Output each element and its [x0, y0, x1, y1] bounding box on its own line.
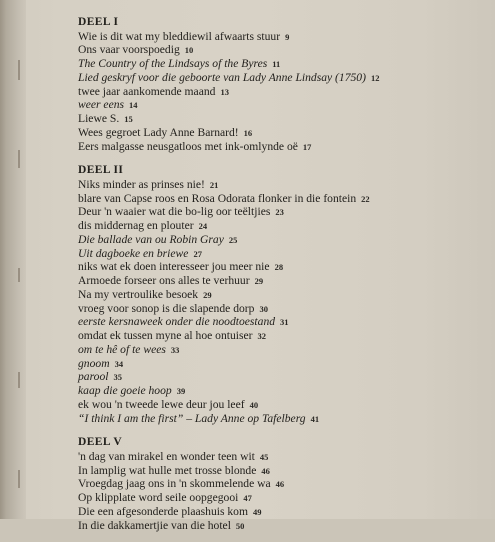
entry-page-number: 25 [228, 234, 238, 245]
entry-title: In die dakkamertjie van die hotel [78, 518, 231, 532]
entry-page-number: 30 [259, 303, 268, 314]
toc-section [78, 435, 488, 532]
entry-title: Na my vertroulike besoek [78, 287, 199, 301]
entry-title: vroeg voor sonop is die slapende dorp [78, 301, 255, 315]
toc-section [78, 15, 488, 153]
entry-title: Ons vaar voorspoedig [78, 43, 180, 57]
entry-title: dis middernag en plouter [78, 219, 194, 232]
entry-title: weer eens [78, 98, 125, 112]
entry-page-number: 9 [285, 31, 290, 42]
binding-stitch [18, 268, 20, 282]
toc-section [78, 163, 488, 425]
entry-page-number: 11 [272, 59, 281, 69]
entry-title: Wie is dit wat my bleddiewil afwaarts stuur [78, 29, 281, 43]
entry-page-number: 40 [249, 399, 259, 410]
toc-entry [78, 370, 488, 384]
toc-entry [78, 98, 488, 112]
entry-page-number: 24 [198, 221, 208, 231]
entry-page-number: 49 [252, 506, 262, 517]
entry-title: parool [78, 370, 109, 384]
entry-title: The Country of the Lindsays of the Byres [78, 57, 268, 70]
entry-page-number: 21 [209, 179, 219, 190]
entry-page-number: 22 [361, 193, 370, 204]
entry-title: om te hê of te wees [78, 342, 166, 356]
entry-title: eerste kersnaweek onder die noodtoestand [78, 315, 276, 329]
toc-entry [78, 233, 488, 247]
toc-entry [78, 315, 488, 329]
toc-entry [78, 192, 488, 206]
toc-entry [78, 247, 488, 261]
entry-title: Uit dagboeke en briewe [78, 246, 189, 260]
entry-title: “I think I am the first” – Lady Anne op Tafelberg [78, 411, 306, 425]
entry-page-number: 32 [257, 331, 267, 341]
entry-title: In lamplig wat hulle met trosse blonde [78, 463, 257, 477]
entry-title: gnoom [78, 356, 110, 370]
entry-page-number: 27 [193, 248, 202, 259]
entry-page-number: 14 [129, 100, 138, 111]
toc-entry [78, 491, 488, 505]
entry-page-number: 31 [280, 317, 289, 328]
entry-title: Niks minder as prinses nie! [78, 177, 205, 191]
entry-page-number: 50 [235, 520, 245, 531]
entry-page-number: 29 [203, 289, 212, 300]
toc-entry [78, 43, 488, 57]
binding-stitch [18, 372, 20, 388]
toc-entry [78, 126, 488, 140]
toc-entry [78, 140, 488, 154]
toc-entry [78, 205, 488, 219]
entry-page-number: 45 [259, 451, 269, 462]
book-gutter-shadow [0, 0, 26, 519]
entry-page-number: 15 [124, 114, 133, 124]
entry-title: Die een afgesonderde plaashuis kom [78, 504, 248, 518]
entry-title: niks wat ek doen interesseer jou meer nie [78, 260, 270, 274]
toc-entry [78, 450, 488, 464]
entry-page-number: 39 [176, 386, 186, 396]
toc-entry [78, 30, 488, 44]
entry-page-number: 28 [274, 262, 284, 273]
toc-entry [78, 519, 488, 533]
entry-page-number: 29 [254, 276, 264, 286]
binding-stitch [18, 470, 20, 488]
toc-entry [78, 398, 488, 412]
toc-entry [78, 219, 488, 233]
entry-page-number: 33 [170, 344, 180, 355]
entry-title: Vroegdag jaag ons in 'n skommelende wa [78, 477, 271, 491]
toc-entry [78, 477, 488, 491]
entry-title: Op klipplate word seile oopgegooi [78, 491, 239, 504]
toc-entry [78, 464, 488, 478]
entry-title: Armoede forseer ons alles te verhuur [78, 274, 250, 287]
section-heading: DEEL V [78, 436, 123, 449]
entry-page-number: 41 [310, 413, 320, 424]
toc-entry [78, 412, 488, 426]
entry-page-number: 23 [275, 207, 284, 218]
entry-title: Lied geskryf voor die geboorte van Lady Anne Lindsay (1750) [78, 70, 366, 84]
binding-stitch [18, 150, 20, 168]
entry-page-number: 46 [261, 465, 270, 476]
binding-stitch [18, 60, 20, 80]
entry-page-number: 17 [302, 141, 312, 152]
entry-page-number: 35 [113, 372, 122, 383]
entry-page-number: 13 [220, 86, 229, 97]
entry-page-number: 46 [275, 479, 285, 490]
entry-title: Eers malgasse neusgatloos met ink-omlynde oë [78, 139, 298, 153]
entry-title: Wees gegroet Lady Anne Barnard! [78, 125, 239, 139]
entry-page-number: 12 [370, 72, 380, 83]
entry-page-number: 10 [184, 45, 194, 56]
toc-entry [78, 384, 488, 398]
entry-title: 'n dag van mirakel en wonder teen wit [78, 449, 255, 463]
toc-entry [78, 288, 488, 302]
entry-page-number: 47 [243, 493, 252, 503]
toc-entry [78, 343, 488, 357]
toc-entry [78, 329, 488, 343]
section-heading: DEEL I [78, 16, 119, 28]
entry-title: kaap die goeie hoop [78, 384, 172, 397]
entry-title: Die ballade van ou Robin Gray [78, 232, 224, 246]
section-heading: DEEL II [78, 164, 124, 177]
toc-entry [78, 112, 488, 126]
toc-entry [78, 178, 488, 192]
toc-entry [78, 302, 488, 316]
entry-title: Liewe S. [78, 112, 120, 125]
table-of-contents [78, 15, 488, 542]
toc-entry [78, 505, 488, 519]
toc-entry [78, 85, 488, 99]
entry-page-number: 34 [114, 358, 124, 369]
entry-title: twee jaar aankomende maand [78, 84, 216, 98]
toc-entry [78, 274, 488, 288]
entry-title: Deur 'n waaier wat die bo-lig oor teëltjies [78, 205, 271, 219]
toc-entry [78, 260, 488, 274]
entry-title: ek wou 'n tweede lewe deur jou leef [78, 397, 245, 411]
entry-title: blare van Capse roos en Rosa Odorata flonker in die fontein [78, 191, 357, 205]
entry-title: omdat ek tussen myne al hoe ontuiser [78, 329, 253, 342]
toc-entry [78, 357, 488, 371]
entry-page-number: 16 [243, 127, 253, 138]
toc-entry [78, 57, 488, 71]
toc-entry [78, 71, 488, 85]
